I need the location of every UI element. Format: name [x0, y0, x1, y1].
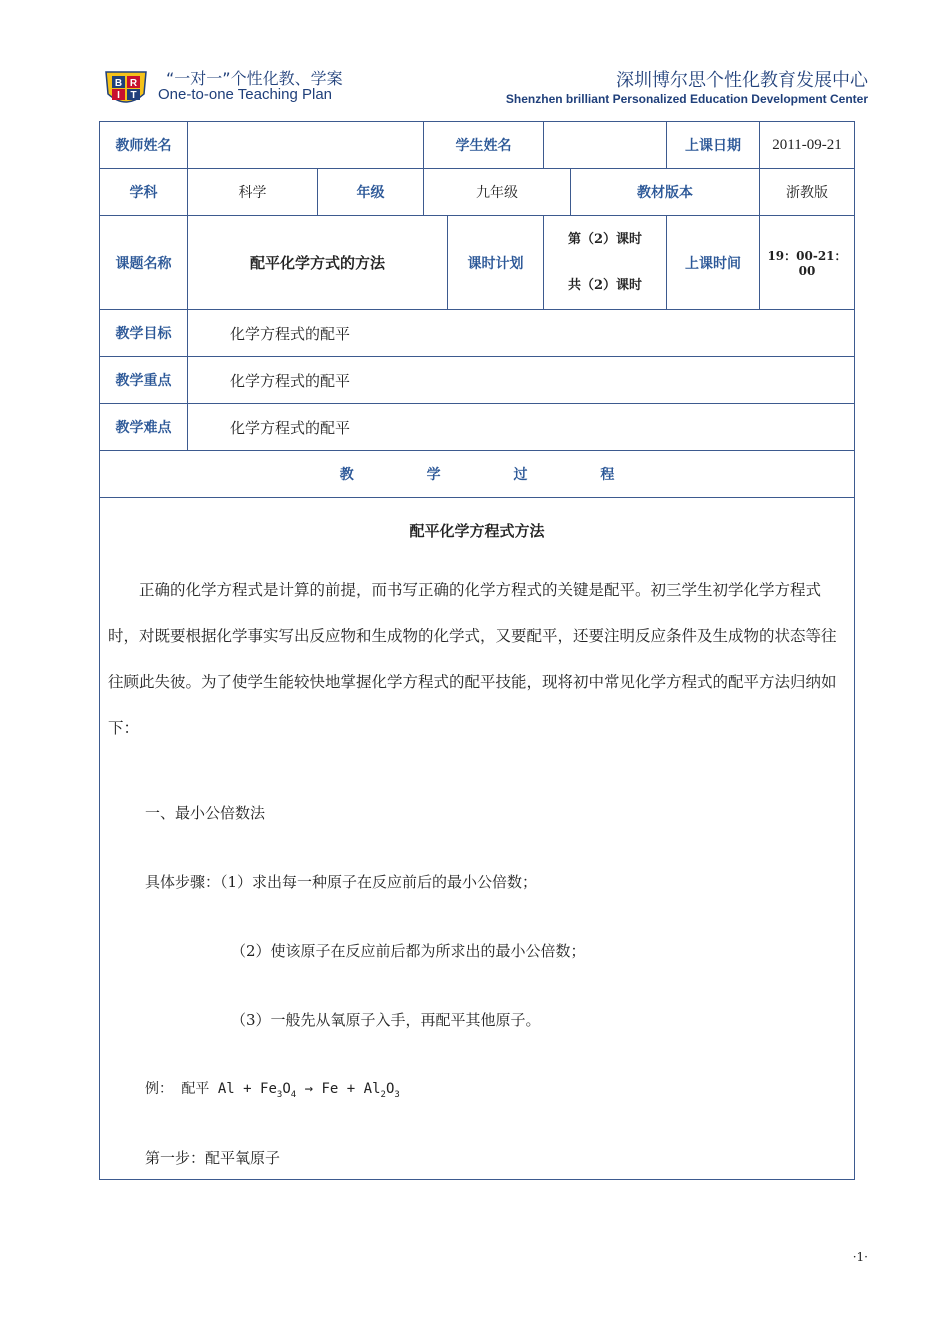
grade-value: 九年级 [424, 169, 571, 216]
process-row [100, 451, 855, 498]
logo-letter-t: T [130, 90, 137, 101]
subject-label: 学科 [100, 169, 188, 216]
difficulty-label: 教学难点 [100, 404, 188, 451]
step-2: （2）使该原子在反应前后都为所求出的最小公倍数； [231, 942, 586, 960]
brit-logo [102, 66, 150, 108]
info-row-2 [100, 169, 855, 216]
step-3: （3）一般先从氧原子入手，再配平其他原子。 [231, 1011, 541, 1029]
date-value: 2011-09-21 [760, 122, 855, 169]
info-row-3 [100, 216, 855, 310]
org-name-cn: 深圳博尔思个性化教育发展中心 [616, 70, 868, 91]
process-char-3: 过 [513, 467, 528, 483]
eq-al2o3: $Al_2O_3$ [363, 1081, 400, 1100]
time-value: 19：00-21：00 [760, 216, 855, 310]
process-char-1: 教 [339, 467, 354, 483]
plan-label: 课时计划 [448, 216, 544, 310]
example-equation [145, 1078, 400, 1100]
date-label: 上课日期 [667, 122, 760, 169]
process-char-2: 学 [426, 467, 441, 483]
plan-title-en: One-to-one Teaching Plan [158, 86, 333, 103]
goal-label: 教学目标 [100, 310, 188, 357]
topic-label: 课题名称 [100, 216, 188, 310]
subject-value: 科学 [188, 169, 318, 216]
logo-letter-i: I [117, 90, 120, 101]
page-number: ·1· [852, 1250, 868, 1264]
student-label: 学生姓名 [424, 122, 544, 169]
eq-al: Al [217, 1081, 235, 1097]
step-1: 具体步骤：（1）求出每一种原子在反应前后的最小公倍数； [145, 873, 538, 891]
process-char-4: 程 [600, 467, 615, 483]
key-label: 教学重点 [100, 357, 188, 404]
page-header [0, 0, 950, 115]
content-row [100, 498, 855, 1180]
key-value: 化学方程式的配平 [188, 357, 855, 404]
topic-value: 配平化学方式的方法 [188, 216, 448, 310]
student-value[interactable] [544, 122, 667, 169]
eq-plus-1: + [243, 1081, 252, 1097]
grade-label: 年级 [318, 169, 424, 216]
eq-plus-2: + [346, 1081, 356, 1097]
teacher-label: 教师姓名 [100, 122, 188, 169]
content-cell [100, 498, 855, 1180]
lesson-plan-table [99, 121, 855, 1180]
org-name-en: Shenzhen brilliant Personalized Education Development Center [505, 92, 868, 106]
teaching-process-heading [100, 451, 855, 498]
eq-fe3o4: $Fe_3O_4$ [260, 1081, 297, 1100]
edition-value: 浙教版 [760, 169, 855, 216]
plan-title-cn: “一对一”个性化教、学案 [166, 69, 343, 88]
logo-letter-b: B [114, 78, 123, 89]
info-row-1 [100, 122, 855, 169]
eq-fe: Fe [321, 1081, 339, 1097]
content-title: 配平化学方程式方法 [409, 522, 545, 540]
first-step: 第一步：配平氧原子 [145, 1149, 281, 1167]
goal-value: 化学方程式的配平 [188, 310, 855, 357]
intro-paragraph: 正确的化学方程式是计算的前提，而书写正确的化学方程式的关键是配平。初三学生初学化学方程式时，对既要根据化学事实写出反应物和生成物的化学式，又要配平，还要注明反应条件及生成物的状态等往往顾此失彼。为了使学生能较快地掌握化学方程式的配平技能，现将初中常见化学方程式的配平方法归纳如下： [108, 581, 837, 737]
key-row [100, 357, 855, 404]
arrow-icon: → [304, 1081, 314, 1097]
plan-total: 共（2）课时 [567, 277, 643, 293]
example-prefix: 例： 配平 [145, 1081, 210, 1097]
plan-value [544, 216, 667, 310]
goal-row [100, 310, 855, 357]
difficulty-row [100, 404, 855, 451]
edition-label: 教材版本 [571, 169, 760, 216]
lesson-content [100, 520, 854, 1167]
teacher-value[interactable] [188, 122, 424, 169]
logo-letter-r: R [129, 78, 138, 89]
section-lcm-method: 一、最小公倍数法 [145, 804, 266, 822]
time-label: 上课时间 [667, 216, 760, 310]
difficulty-value: 化学方程式的配平 [188, 404, 855, 451]
plan-current: 第（2）课时 [567, 231, 643, 247]
